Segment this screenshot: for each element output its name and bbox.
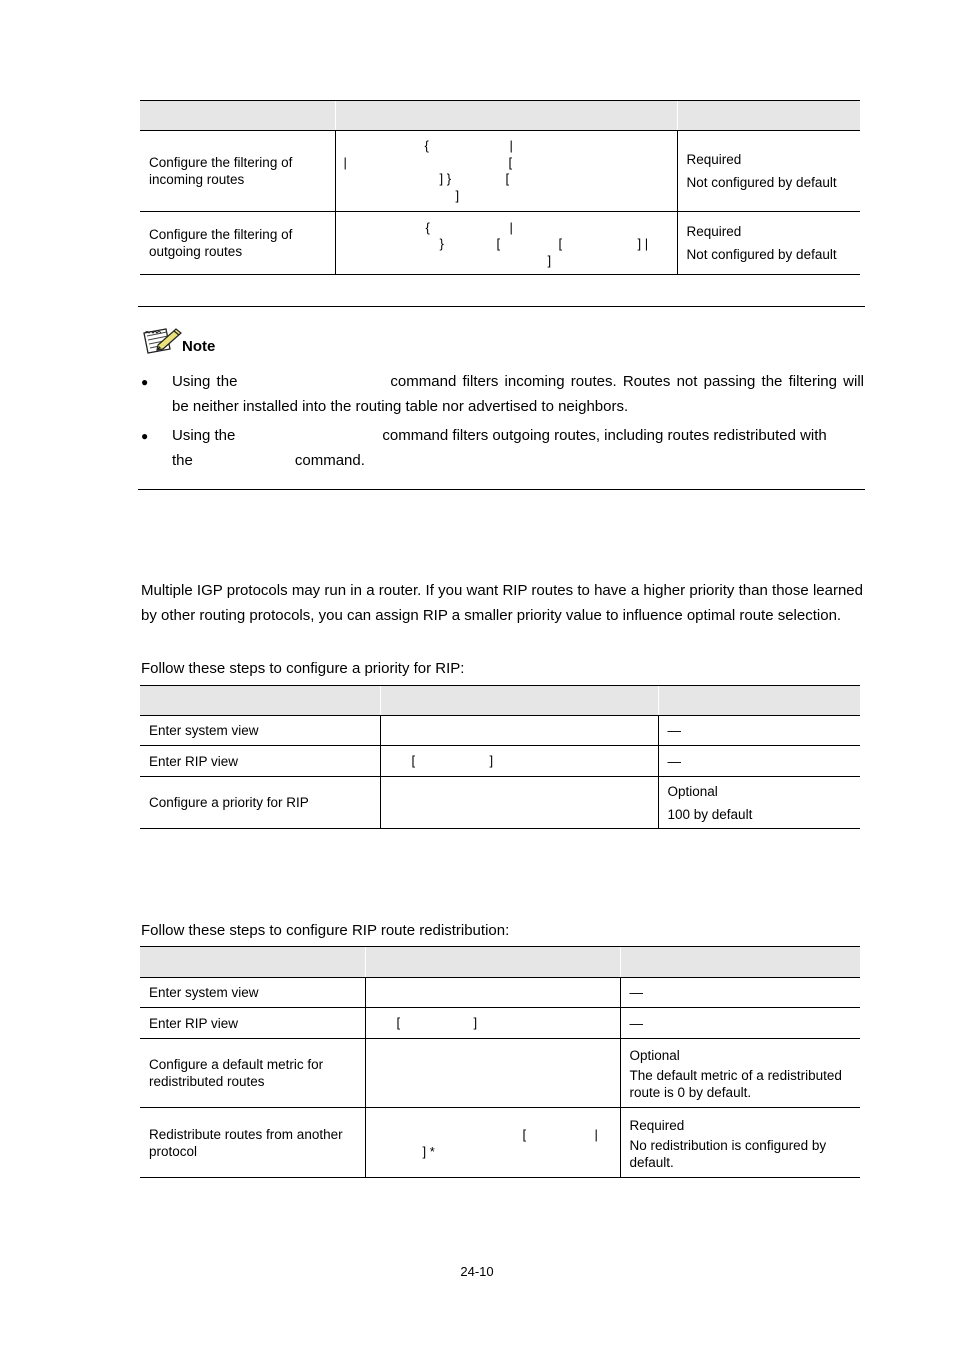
cmd-symbol: } — [439, 236, 444, 251]
cmd-symbol: | — [509, 138, 513, 153]
table-row — [140, 978, 860, 1008]
remarks-cell: — — [620, 1008, 860, 1039]
remark-line: The default metric of a redistributed route is 0 by default. — [629, 1068, 842, 1100]
bullet-text: command filters incoming routes. Routes not passing the filtering will be neither installed into the routing table nor advertised to neighbors. — [172, 373, 864, 415]
cmd-symbol: ] * — [422, 1144, 435, 1159]
operation-text: Redistribute routes from another protocol — [149, 1126, 343, 1159]
bullet-text: command. — [294, 452, 365, 469]
priority-table — [140, 685, 860, 829]
command-cell — [365, 1008, 620, 1039]
command-cell — [380, 746, 658, 777]
notepad-pencil-icon — [142, 325, 184, 355]
operation-cell: Configure a priority for RIP — [140, 777, 380, 829]
cmd-symbol: ] — [473, 1015, 478, 1030]
cmd-symbol: { — [425, 220, 430, 235]
header-operation — [140, 101, 335, 131]
bullet-lead: Using the — [172, 427, 236, 444]
operation-cell: Enter system view — [140, 978, 365, 1008]
command-symbols — [366, 1008, 620, 1038]
cmd-symbol: [ — [508, 155, 513, 170]
table-row — [140, 1039, 860, 1108]
remark-line: Optional — [629, 1048, 680, 1063]
command-symbols — [366, 1108, 620, 1177]
cmd-symbol: [ — [522, 1127, 527, 1142]
table-row — [140, 1008, 860, 1039]
header-command — [380, 686, 658, 716]
remarks-cell: — — [620, 978, 860, 1008]
header-command — [335, 101, 677, 131]
command-cell — [335, 212, 677, 275]
table-row — [140, 746, 860, 777]
table-row — [140, 777, 860, 829]
cmd-symbol: [ — [558, 236, 563, 251]
operation-cell — [140, 1039, 365, 1108]
priority-steps-intro: Follow these steps to configure a priority for RIP: — [141, 660, 465, 677]
note-title: Note — [182, 338, 216, 355]
command-cell — [380, 777, 658, 829]
remarks-cell — [620, 1039, 860, 1108]
remarks-cell: — — [658, 716, 860, 746]
remarks-cell — [658, 777, 860, 829]
bullet-dot: ● — [141, 375, 149, 389]
remarks-cell — [677, 212, 860, 275]
operation-text: Configure a default metric for redistributed routes — [149, 1057, 324, 1089]
remarks-cell — [677, 131, 860, 212]
command-cell — [335, 131, 677, 212]
operation-cell — [140, 1108, 365, 1178]
remark-line: Not configured by default — [686, 175, 837, 190]
command-cell — [365, 1108, 620, 1178]
cmd-symbol: ] } — [439, 171, 452, 186]
command-cell — [380, 716, 658, 746]
operation-cell — [140, 212, 335, 275]
cmd-symbol: | — [509, 220, 513, 235]
bullet-text: command filters outgoing routes, including routes redistributed with — [382, 427, 827, 444]
operation-cell: Enter RIP view — [140, 1008, 365, 1039]
header-command — [365, 947, 620, 978]
priority-intro: Multiple IGP protocols may run in a router. If you want RIP routes to have a higher priority than those learned by other routing protocols, you can assign RIP a smaller priority value to influence optimal route selection. — [141, 582, 863, 624]
page-number: 24-10 — [460, 1264, 494, 1279]
cmd-symbol: ] — [455, 188, 460, 203]
table-header-row — [140, 101, 860, 131]
header-remarks — [658, 686, 860, 716]
operation-text: Configure the filtering of outgoing routes — [149, 227, 293, 259]
redistribution-table — [140, 946, 860, 1178]
cmd-symbol: [ — [396, 1015, 401, 1030]
table-header-row — [140, 686, 860, 716]
remark-line: No redistribution is configured by default. — [629, 1137, 827, 1170]
header-operation — [140, 686, 380, 716]
table-row — [140, 131, 860, 212]
table-row — [140, 1108, 860, 1178]
bullet-lead: the — [172, 452, 193, 469]
remarks-cell: — — [658, 746, 860, 777]
command-symbols — [336, 131, 677, 211]
cmd-symbol: ] — [547, 253, 552, 268]
operation-cell: Enter system view — [140, 716, 380, 746]
remark-line: Required — [686, 224, 742, 239]
remark-line: Optional — [667, 783, 718, 799]
note-box — [138, 306, 865, 490]
command-cell — [365, 978, 620, 1008]
note-bullet-2 — [172, 423, 864, 473]
remark-line: Required — [686, 152, 742, 167]
remark-line: Required — [629, 1117, 685, 1133]
remark-line: 100 by default — [667, 806, 753, 822]
cmd-symbol: | — [343, 155, 347, 170]
header-operation — [140, 947, 365, 978]
table-row — [140, 212, 860, 275]
cmd-symbol: [ — [496, 236, 501, 251]
remark-line: Not configured by default — [686, 247, 837, 262]
cmd-symbol: ] — [489, 753, 494, 768]
note-bullet-1 — [172, 369, 864, 419]
header-remarks — [620, 947, 860, 978]
command-cell — [365, 1039, 620, 1108]
cmd-symbol: [ — [505, 171, 510, 186]
filter-table — [140, 100, 860, 275]
operation-cell — [140, 131, 335, 212]
command-symbols — [336, 212, 677, 274]
table-header-row — [140, 947, 860, 978]
redistribution-steps-intro: Follow these steps to configure RIP route redistribution: — [141, 922, 510, 939]
bullet-dot: ● — [141, 429, 149, 443]
cmd-symbol: ] | — [637, 236, 649, 251]
operation-cell: Enter RIP view — [140, 746, 380, 777]
cmd-symbol: { — [424, 138, 429, 153]
table-row — [140, 716, 860, 746]
command-symbols — [381, 746, 658, 776]
cmd-symbol: [ — [411, 753, 416, 768]
bullet-lead: Using the — [172, 373, 238, 390]
operation-text: Configure the filtering of incoming routes — [149, 155, 293, 187]
remarks-cell — [620, 1108, 860, 1178]
cmd-symbol: | — [594, 1127, 598, 1142]
header-remarks — [677, 101, 860, 131]
